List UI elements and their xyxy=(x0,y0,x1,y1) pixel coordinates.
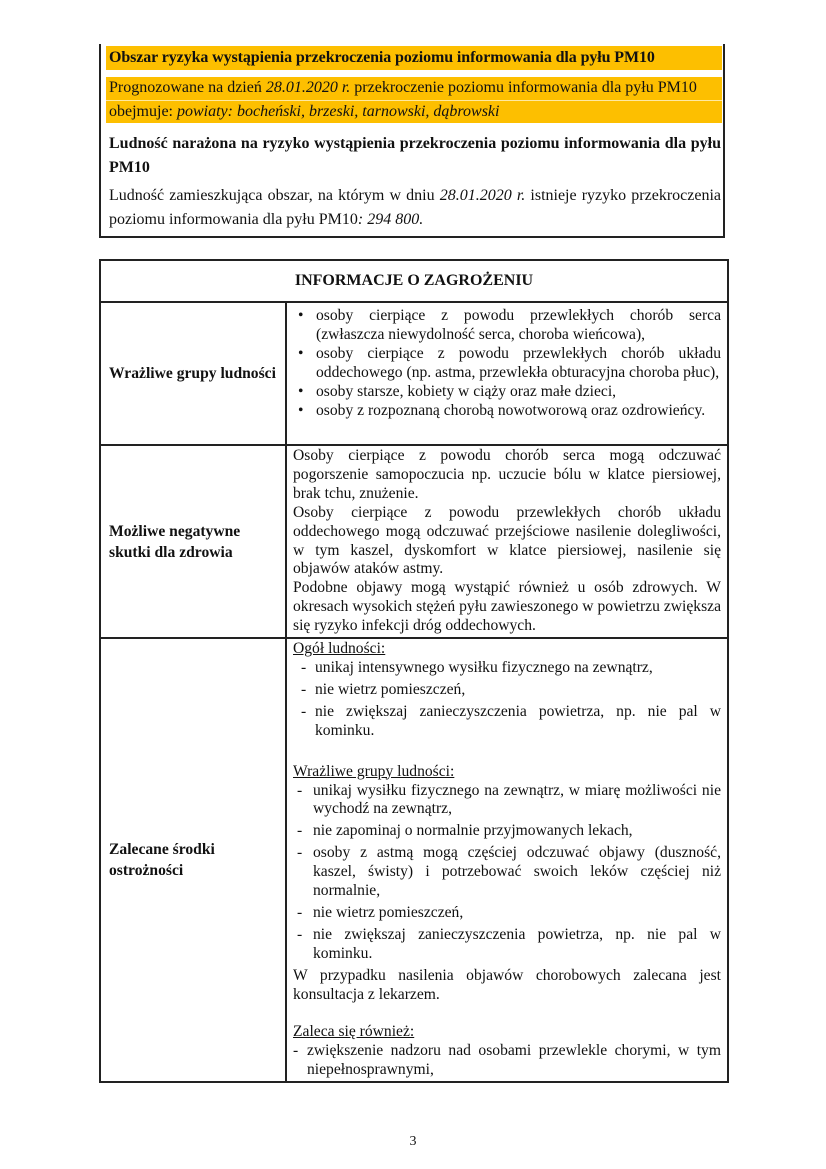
list-item: • osoby starsze, kobiety w ciąży oraz małe dzieci, xyxy=(293,383,721,402)
risk-area-title: Obszar ryzyka wystąpienia przekroczenia poziomu informowania dla pyłu PM10 xyxy=(109,49,655,66)
row-label-precautions: Zalecane środki ostrożności xyxy=(100,638,286,1082)
row-content-effects xyxy=(286,445,728,638)
list-item: - zwiększenie nadzoru nad osobami przewlekle chorymi, w tym niepełnosprawnymi, xyxy=(293,1042,721,1080)
page-number: 3 xyxy=(409,1134,417,1149)
general-population-title: Ogół ludności: xyxy=(293,640,386,658)
list-item: • osoby cierpiące z powodu przewlekłych chorób układu oddechowego (np. astma, przewlekła obturacyjna choroba płuc), xyxy=(293,345,721,383)
table-row-precautions xyxy=(100,638,728,1082)
spacer xyxy=(293,744,721,763)
list-item: - nie zapominaj o normalnie przyjmowanych lekach, xyxy=(293,822,721,841)
table-row-vulnerable xyxy=(100,302,728,445)
consult-text: W przypadku nasilenia objawów chorobowych zalecana jest konsultacja z lekarzem. xyxy=(293,966,721,1003)
effects-paragraph: Osoby cierpiące z powodu przewlekłych chorób układu oddechowego mogą odczuwać przejściowe nasilenie dolegliwości, w tym kaszel, dyskomfort w klatce piersiowej, nasilenie się objawów ataków astmy. xyxy=(293,503,721,578)
vulnerable-list xyxy=(293,307,721,420)
forecast-prefix: Prognozowane na dzień xyxy=(109,79,266,96)
list-item: • osoby cierpiące z powodu przewlekłych chorób serca (zwłaszcza niewydolność serca, choroba wieńcowa), xyxy=(293,307,721,345)
forecast-highlight-line-2 xyxy=(106,101,722,123)
forecast-date: 28.01.2020 r. xyxy=(265,79,351,96)
covers-text xyxy=(109,103,499,121)
also-recommended-list xyxy=(293,1042,721,1080)
population-text-prefix: Ludność zamieszkująca obszar, na którym w dniu xyxy=(109,187,440,204)
covers-value: powiaty: bocheński, brzeski, tarnowski, dąbrowski xyxy=(176,103,500,120)
risk-area-box xyxy=(99,44,725,238)
population-value: : 294 800. xyxy=(357,211,424,228)
covers-label: obejmuje: xyxy=(109,103,177,120)
list-item: - nie zwiększaj zanieczyszczenia powietrza, np. nie pal w kominku. xyxy=(293,926,721,964)
row-label-vulnerable: Wrażliwe grupy ludności xyxy=(100,302,286,445)
table-header-row xyxy=(100,260,728,302)
population-title: Ludność narażona na ryzyko wystąpienia przekroczenia poziomu informowania dla pyłu PM10 xyxy=(109,135,721,176)
list-item: - unikaj wysiłku fizycznego na zewnątrz, w miarę możliwości nie wychodź na zewnątrz, xyxy=(293,782,721,820)
row-content-precautions xyxy=(286,638,728,1082)
general-precautions-list xyxy=(293,659,721,741)
list-item: - nie wietrz pomieszczeń, xyxy=(293,904,721,923)
forecast-highlight-line-1 xyxy=(106,77,722,100)
effects-paragraph: Podobne objawy mogą wystąpić również u osób zdrowych. W okresach wysokich stężeń pyłu zawieszonego w powietrzu zwiększa się ryzyko infekcji dróg oddechowych. xyxy=(293,579,721,635)
forecast-text xyxy=(109,79,697,97)
list-item: - osoby z astmą mogą częściej odczuwać objawy (duszność, kaszel, świsty) i potrzebować swoich leków częściej niż normalnie, xyxy=(293,844,721,901)
list-item: - unikaj intensywnego wysiłku fizycznego na zewnątrz, xyxy=(301,659,721,678)
forecast-suffix: przekroczenie poziomu informowania dla pyłu PM10 xyxy=(350,79,697,96)
row-label-effects: Możliwe negatywne skutki dla zdrowia xyxy=(100,445,286,638)
list-item: • osoby z rozpoznaną chorobą nowotworową oraz ozdrowieńcy. xyxy=(293,402,721,421)
vulnerable-groups-title: Wrażliwe grupy ludności: xyxy=(293,762,455,780)
list-item: - nie wietrz pomieszczeń, xyxy=(301,681,721,700)
effects-paragraph: Osoby cierpiące z powodu chorób serca mogą odczuwać pogorszenie samopoczucia np. uczucie bólu w klatce piersiowej, brak tchu, znużenie. xyxy=(293,447,721,502)
population-text xyxy=(109,184,721,232)
table-header: INFORMACJE O ZAGROŻENIU xyxy=(100,260,728,302)
population-date: 28.01.2020 r. xyxy=(439,187,526,204)
spacer xyxy=(293,1004,721,1023)
population-text-middle: istnieje ryzyko przekroczenia poziomu informowania dla pyłu PM10 xyxy=(109,187,721,228)
vulnerable-precautions-list xyxy=(293,782,721,964)
hazard-info-table xyxy=(99,259,729,1083)
table-row-effects xyxy=(100,445,728,638)
row-content-vulnerable xyxy=(286,302,728,445)
also-recommended-title: Zaleca się również: xyxy=(293,1023,415,1041)
list-item: - nie zwiększaj zanieczyszczenia powietrza, np. nie pal w kominku. xyxy=(301,703,721,741)
risk-area-title-highlight xyxy=(106,46,722,70)
